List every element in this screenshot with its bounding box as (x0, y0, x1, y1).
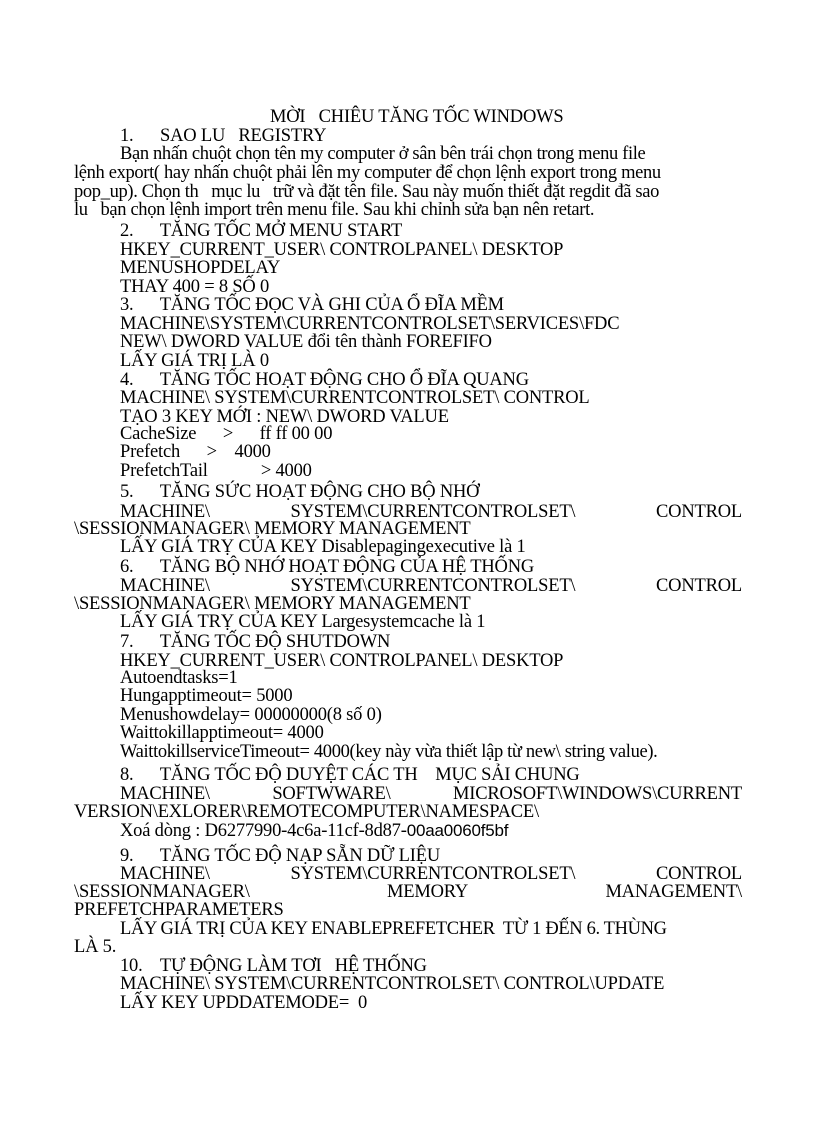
path-segment: MICROSOFT\WINDOWS\CURRENT (453, 784, 742, 804)
section-6-heading: 6. TĂNG BỘ NHỚ HOẠT ĐỘNG CỦA HỆ THỐNG (120, 557, 535, 577)
instruction-line: LẤY GIÁ TRỊ CỦA KEY ENABLEPREFETCHER TỪ 1 ĐẾN 6. THÙNG (120, 919, 667, 939)
registry-path: \SESSIONMANAGER\ MEMORY MANAGEMENT (74, 519, 471, 539)
path-segment: CONTROL (656, 576, 742, 596)
registry-path: MACHINE\ SYSTEM\CURRENTCONTROLSET\ CONTROL (120, 388, 590, 408)
instruction-line: LẤY GIÁ TRỊ LÀ 0 (120, 351, 269, 371)
registry-value-line: PrefetchTail > 4000 (120, 461, 312, 481)
registry-path: MACHINE\SYSTEM\CURRENTCONTROLSET\SERVICES\FDC (120, 314, 620, 334)
section-10-heading: 10. TỰ ĐỘNG LÀM TƠI HỆ THỐNG (120, 956, 427, 976)
guid-suffix: 00aa0060f5bf (406, 821, 509, 840)
section-5-heading: 5. TĂNG SỨC HOẠT ĐỘNG CHO BỘ NHỚ (120, 482, 480, 502)
instruction-line: TẠO 3 KEY MỚI : NEW\ DWORD VALUE (120, 407, 449, 427)
path-segment: SYSTEM\CURRENTCONTROLSET\ (290, 502, 576, 522)
registry-value-line: Hungapptimeout= 5000 (120, 686, 293, 706)
path-segment: MACHINE\ (120, 784, 210, 804)
section-1-paragraph-line: lệnh export( hay nhấn chuột phải lên my computer để chọn lệnh export trong menu (74, 163, 661, 183)
instruction-line: LẤY GIÁ TRỴ CỦA KEY Disablepagingexecutive là 1 (120, 537, 526, 557)
registry-path: HKEY_CURRENT_USER\ CONTROLPANEL\ DESKTOP (120, 240, 564, 260)
instruction-line: THAY 400 = 8 SỐ 0 (120, 277, 270, 297)
registry-value-line: WaittokillserviceTimeout= 4000(key này vừa thiết lập từ new\ string value). (120, 742, 658, 762)
section-8-heading: 8. TĂNG TỐC ĐỘ DUYỆT CÁC TH MỤC SẢI CHUNG (120, 765, 580, 785)
registry-value-line: Prefetch > 4000 (120, 442, 271, 462)
instruction-line: LẤY GIÁ TRỴ CỦA KEY Largesystemcache là 1 (120, 612, 486, 632)
registry-value-line: Waittokillapptimeout= 4000 (120, 723, 324, 743)
path-segment: MEMORY (387, 882, 469, 902)
registry-path: VERSION\EXLORER\REMOTECOMPUTER\NAMESPACE\ (74, 802, 539, 822)
path-segment: SYSTEM\CURRENTCONTROLSET\ (290, 864, 576, 884)
section-2-heading: 2. TĂNG TỐC MỞ MENU START (120, 221, 403, 241)
registry-value-line: Menushowdelay= 00000000(8 số 0) (120, 705, 382, 725)
section-1-paragraph-line: lu bạn chọn lệnh import trên menu file. Sau khi chỉnh sửa bạn nên retart. (74, 200, 595, 220)
instruction-line: LÀ 5. (74, 937, 117, 957)
page-title: MỜI CHIÊU TĂNG TỐC WINDOWS (270, 107, 564, 127)
section-7-heading: 7. TĂNG TỐC ĐỘ SHUTDOWN (120, 632, 391, 652)
registry-path: HKEY_CURRENT_USER\ CONTROLPANEL\ DESKTOP (120, 651, 564, 671)
section-1-heading: 1. SAO LU REGISTRY (120, 126, 327, 146)
path-segment: CONTROL (656, 502, 742, 522)
registry-path: MACHINE\ SYSTEM\CURRENTCONTROLSET\ CONTROL\UPDATE (120, 974, 665, 994)
path-segment: MACHINE\ (120, 864, 210, 884)
section-9-heading: 9. TĂNG TỐC ĐỘ NẠP SẴN DỮ LIỆU (120, 846, 440, 866)
path-segment: SYSTEM\CURRENTCONTROLSET\ (290, 576, 576, 596)
instruction-line: NEW\ DWORD VALUE đổi tên thành FOREFIFO (120, 332, 492, 352)
registry-path: \SESSIONMANAGER\ MEMORY MANAGEMENT (74, 594, 471, 614)
section-3-heading: 3. TĂNG TỐC ĐỌC VÀ GHI CỦA Ổ ĐĨA MỀM (120, 295, 504, 315)
section-1-paragraph-line: Bạn nhấn chuột chọn tên my computer ở sân bên trái chọn trong menu file (120, 144, 646, 164)
path-segment: CONTROL (656, 864, 742, 884)
path-segment: \SESSIONMANAGER\ (74, 882, 250, 902)
path-segment: SOFTWWARE\ (272, 784, 391, 804)
registry-value-line: Autoendtasks=1 (120, 668, 238, 688)
registry-key: MENUSHOPDELAY (120, 258, 281, 278)
section-4-heading: 4. TĂNG TỐC HOẠT ĐỘNG CHO Ổ ĐĨA QUANG (120, 370, 529, 390)
section-1-paragraph-line: pop_up). Chọn th mục lu trữ và đặt tên file. Sau này muốn thiết đặt regdit đã sao (74, 182, 660, 202)
path-segment: MACHINE\ (120, 576, 210, 596)
registry-value-line: CacheSize > ff ff 00 00 (120, 424, 333, 444)
path-segment: MACHINE\ (120, 502, 210, 522)
instruction-text: Xoá dòng : D6277990-4c6a-11cf-8d87- (120, 821, 407, 841)
instruction-line: LẤY KEY UPDDATEMODE= 0 (120, 993, 368, 1013)
path-segment: MANAGEMENT\ (605, 882, 742, 902)
registry-key: PREFETCHPARAMETERS (74, 900, 284, 920)
instruction-line (120, 821, 508, 841)
